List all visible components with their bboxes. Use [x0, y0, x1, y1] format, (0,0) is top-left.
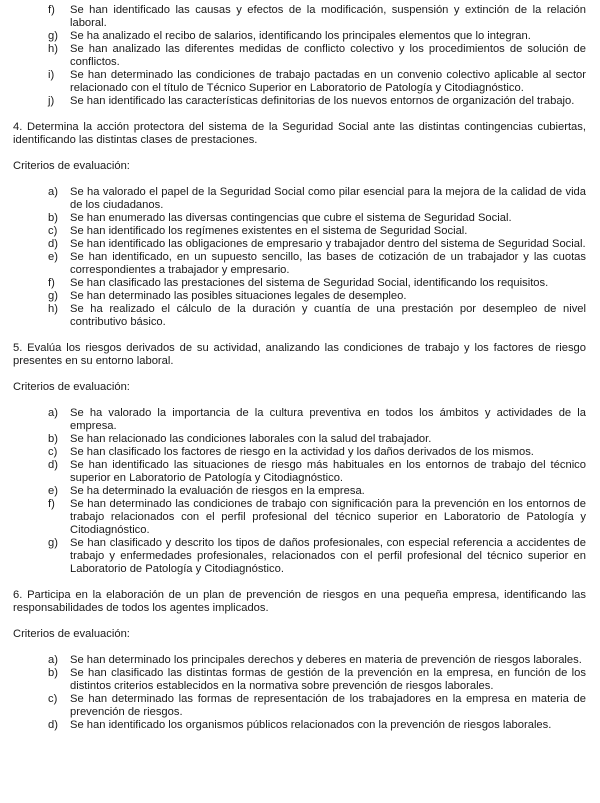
item-text: Se han identificado las causas y efectos de la modificación, suspensión y extinción de la relación laboral. [70, 4, 586, 29]
item-text: Se ha valorado el papel de la Seguridad Social como pilar esencial para la mejora de la calidad de vida de los ciudadanos. [70, 186, 586, 211]
item-text: Se han identificado los organismos públicos relacionados con la prevención de riesgos laborales. [70, 719, 552, 731]
item-label: d) [48, 238, 58, 250]
item-label: f) [48, 4, 55, 16]
list-item [48, 290, 586, 303]
item-label: a) [48, 407, 58, 419]
item-text: Se han determinado los principales derechos y deberes en materia de prevención de riesgos laborales. [70, 654, 582, 666]
list-item [48, 30, 586, 43]
item-text: Se han determinado las posibles situaciones legales de desempleo. [70, 290, 407, 302]
list-item [48, 433, 586, 446]
list-item [48, 459, 586, 485]
list-item [48, 654, 586, 667]
item-label: j) [48, 95, 55, 107]
item-label: b) [48, 433, 58, 445]
item-label: i) [48, 69, 55, 81]
item-label: g) [48, 290, 58, 302]
item-text: Se han clasificado y descrito los tipos de daños profesionales, con especial referencia a accidentes de trabajo y enfermedades profesionales, relacionados con el perfil profesional del técnico superior en Laboratorio de Patología y Citodiagnóstico. [70, 537, 586, 575]
criteria-list [13, 654, 586, 732]
section-6 [13, 589, 586, 732]
item-label: c) [48, 693, 58, 705]
section-title: 6. Participa en la elaboración de un plan de prevención de riesgos en una pequeña empresa, identificando las responsabilidades de todos los agentes implicados. [13, 589, 586, 614]
list-item [48, 537, 586, 576]
list-item [48, 95, 586, 108]
item-label: e) [48, 485, 58, 497]
item-text: Se han clasificado las distintas formas de gestión de la prevención en la empresa, en función de los distintos criterios establecidos en la normativa sobre prevención de riesgos laborales. [70, 667, 586, 692]
item-label: e) [48, 251, 58, 263]
list-item [48, 407, 586, 433]
item-label: a) [48, 186, 58, 198]
criteria-heading: Criterios de evaluación: [13, 160, 130, 172]
list-item [48, 4, 586, 30]
section-4 [13, 121, 586, 329]
item-text: Se han determinado las formas de representación de los trabajadores en la empresa en materia de prevención de riesgos. [70, 693, 586, 718]
list-item [48, 69, 586, 95]
list-item [48, 667, 586, 693]
list-item [48, 498, 586, 537]
section-5 [13, 342, 586, 576]
item-text: Se han relacionado las condiciones laborales con la salud del trabajador. [70, 433, 432, 445]
list-item [48, 719, 586, 732]
list-item [48, 186, 586, 212]
criteria-heading: Criterios de evaluación: [13, 628, 130, 640]
item-text: Se han identificado los regímenes existentes en el sistema de Seguridad Social. [70, 225, 468, 237]
item-text: Se ha realizado el cálculo de la duración y cuantía de una prestación por desempleo de nivel contributivo básico. [70, 303, 586, 328]
list-item [48, 303, 586, 329]
item-text: Se han clasificado los factores de riesgo en la actividad y los daños derivados de los mismos. [70, 446, 534, 458]
item-label: c) [48, 446, 58, 458]
criteria-heading: Criterios de evaluación: [13, 381, 130, 393]
item-label: h) [48, 303, 58, 315]
item-label: g) [48, 537, 58, 549]
item-label: c) [48, 225, 58, 237]
item-label: f) [48, 498, 55, 510]
item-label: f) [48, 277, 55, 289]
item-label: d) [48, 719, 58, 731]
item-text: Se han clasificado las prestaciones del sistema de Seguridad Social, identificando los requisitos. [70, 277, 549, 289]
item-text: Se han identificado las características definitorias de los nuevos entornos de organización del trabajo. [70, 95, 575, 107]
list-item [48, 693, 586, 719]
list-item [48, 238, 586, 251]
list-item [48, 225, 586, 238]
item-text: Se han identificado, en un supuesto sencillo, las bases de cotización de un trabajador y las cuotas correspondientes a trabajador y empresario. [70, 251, 586, 276]
list-item [48, 251, 586, 277]
item-text: Se han determinado las condiciones de trabajo pactadas en un convenio colectivo aplicable al sector relacionado con el título de Técnico Superior en Laboratorio de Patología y Citodiagnóstico. [70, 69, 586, 94]
item-text: Se ha valorado la importancia de la cultura preventiva en todos los ámbitos y actividades de la empresa. [70, 407, 586, 432]
item-label: g) [48, 30, 58, 42]
list-item [48, 485, 586, 498]
item-text: Se han analizado las diferentes medidas de conflicto colectivo y los procedimientos de solución de conflictos. [70, 43, 586, 68]
item-text: Se ha determinado la evaluación de riesgos en la empresa. [70, 485, 365, 497]
section-title: 5. Evalúa los riesgos derivados de su actividad, analizando las condiciones de trabajo y los factores de riesgo presentes en su entorno laboral. [13, 342, 586, 367]
list-item [48, 446, 586, 459]
item-label: b) [48, 212, 58, 224]
item-text: Se han determinado las condiciones de trabajo con significación para la prevención en los entornos de trabajo relacionados con el perfil profesional del técnico superior en Laboratorio de Patología y Citodiagnóstico. [70, 498, 586, 536]
item-label: d) [48, 459, 58, 471]
item-text: Se han enumerado las diversas contingencias que cubre el sistema de Seguridad Social. [70, 212, 512, 224]
list-item [48, 43, 586, 69]
list-item [48, 277, 586, 290]
item-text: Se han identificado las obligaciones de empresario y trabajador dentro del sistema de Seguridad Social. [70, 238, 586, 250]
list-item [48, 212, 586, 225]
item-label: b) [48, 667, 58, 679]
criteria-list [13, 407, 586, 576]
continued-criteria-list [13, 4, 586, 108]
item-label: a) [48, 654, 58, 666]
section-title: 4. Determina la acción protectora del sistema de la Seguridad Social ante las distintas contingencias cubiertas, identificando las distintas clases de prestaciones. [13, 121, 586, 146]
item-text: Se han identificado las situaciones de riesgo más habituales en los entornos de trabajo del técnico superior en Laboratorio de Patología y Citodiagnóstico. [70, 459, 586, 484]
item-label: h) [48, 43, 58, 55]
item-text: Se ha analizado el recibo de salarios, identificando los principales elementos que lo integran. [70, 30, 531, 42]
criteria-list [13, 186, 586, 329]
